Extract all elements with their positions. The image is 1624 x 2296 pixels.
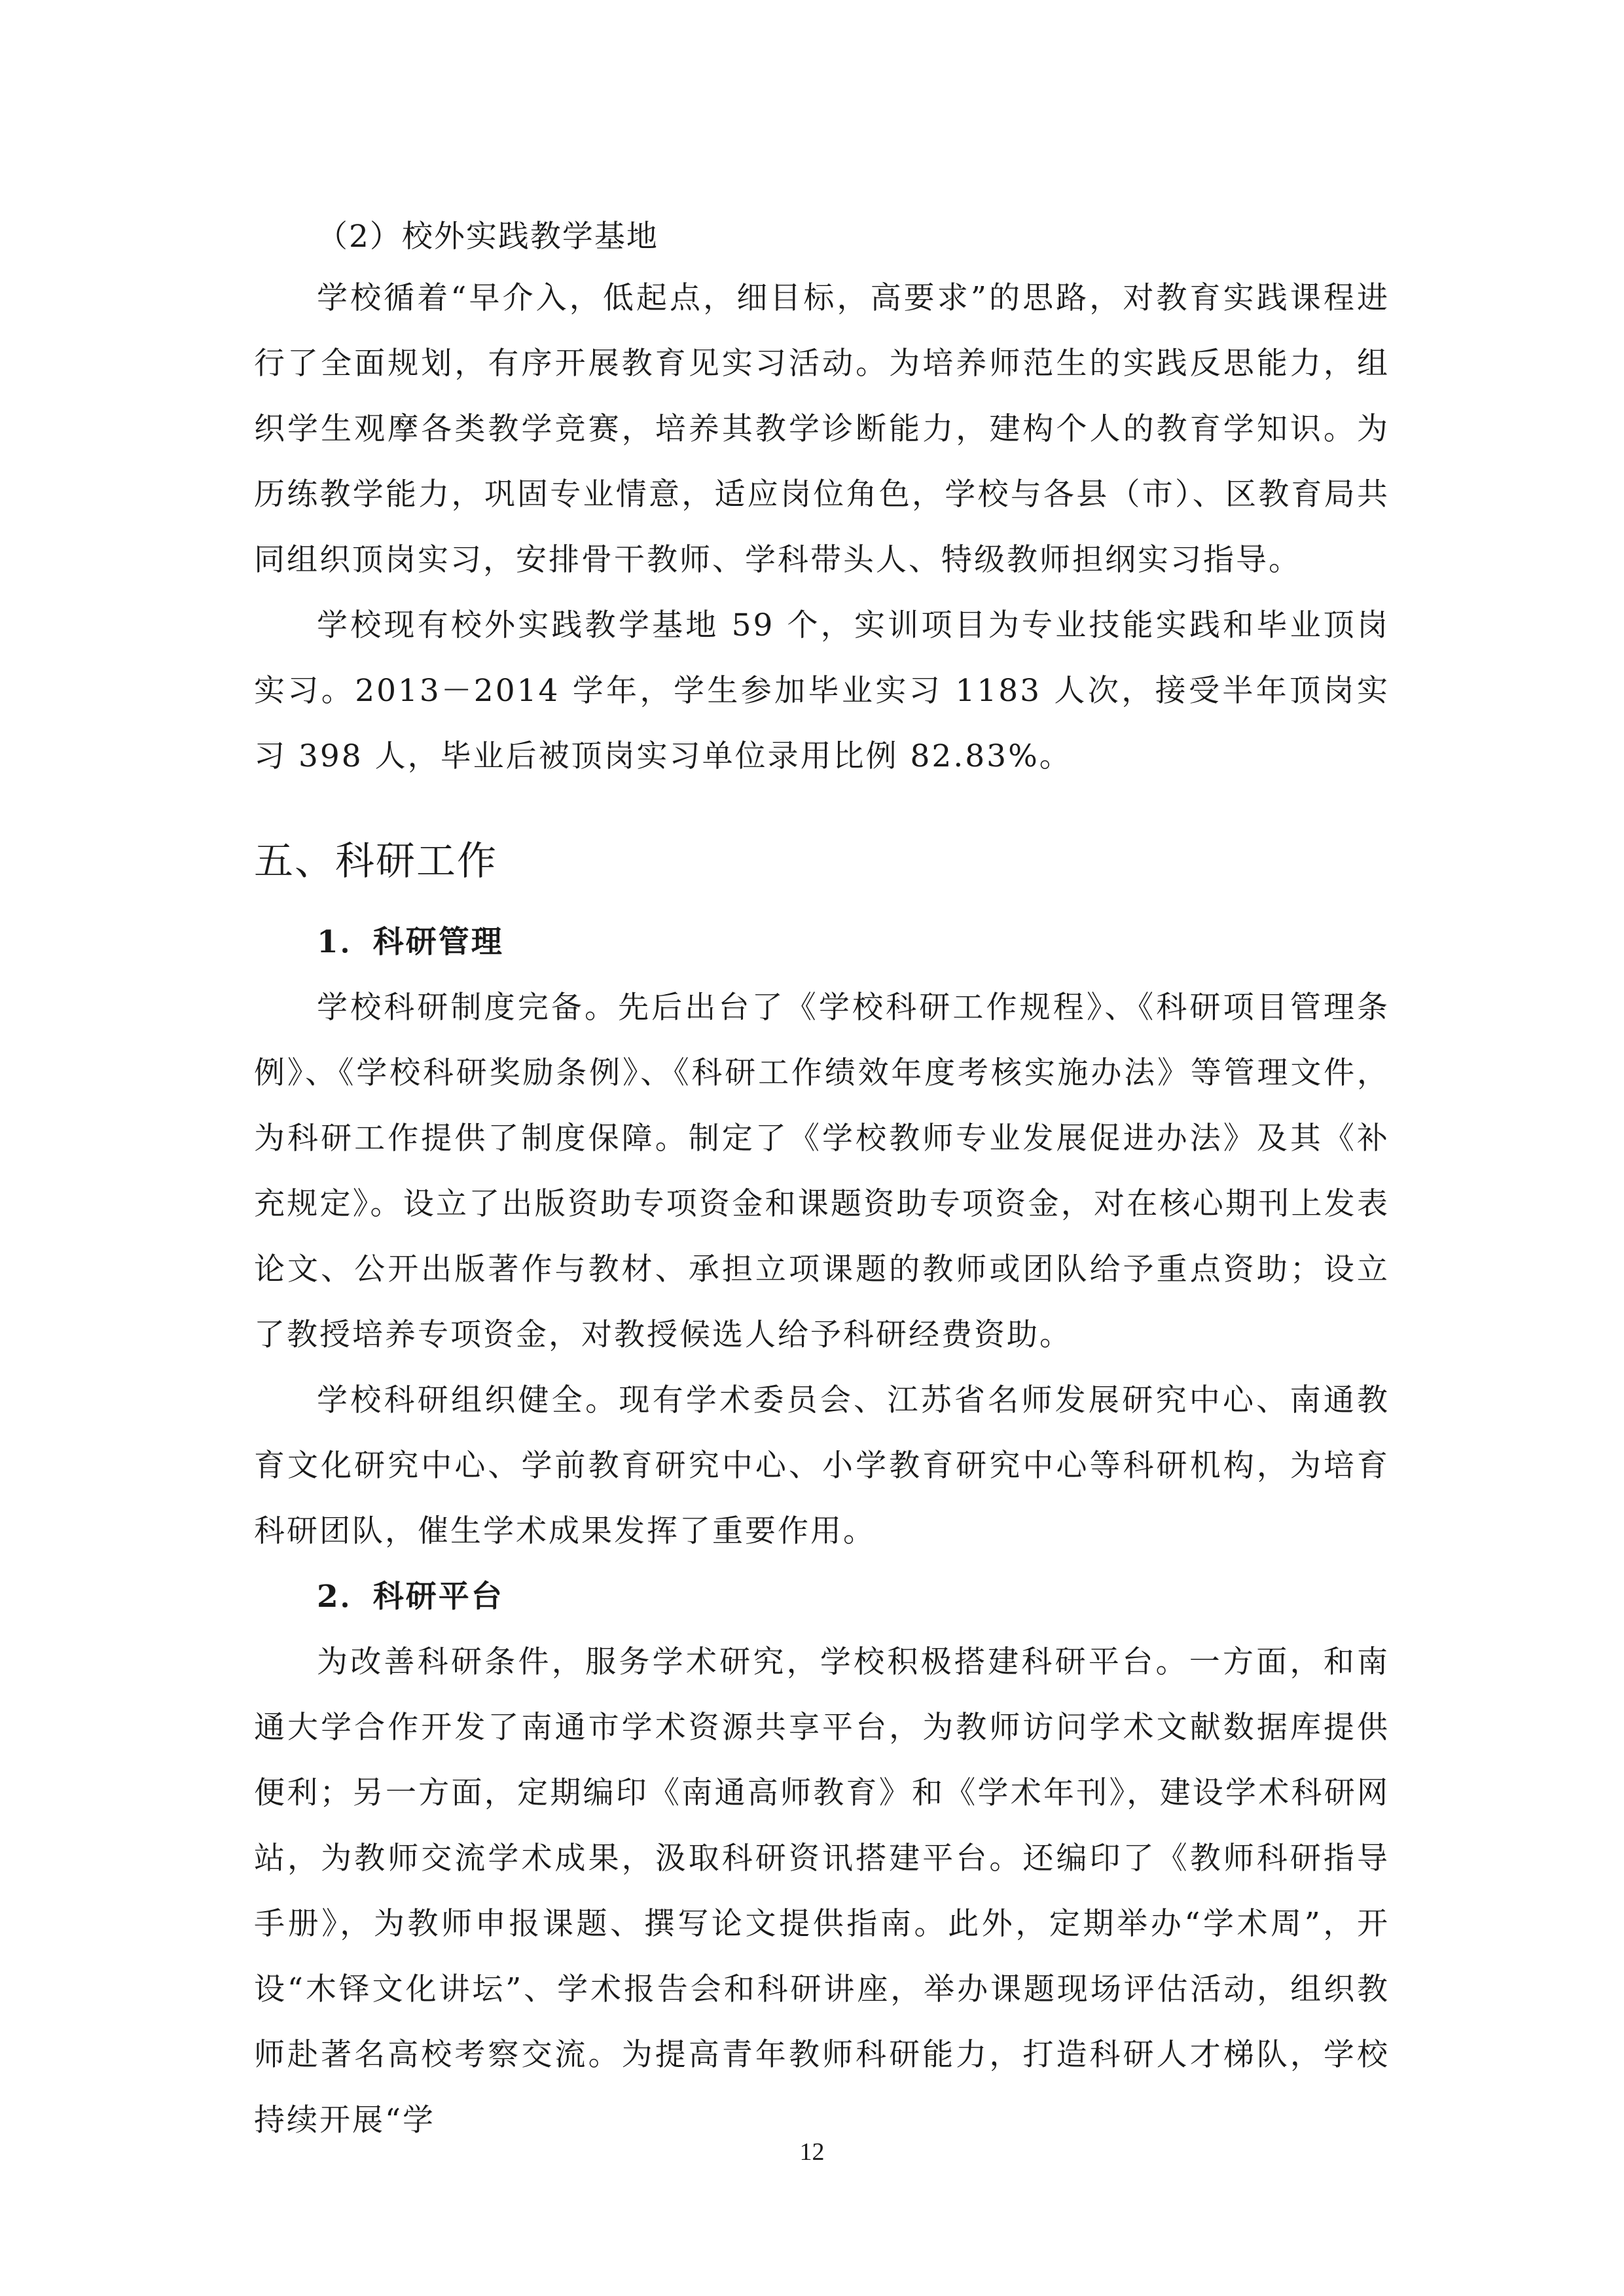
page-number: 12 — [799, 2138, 825, 2166]
paragraph: 学校科研组织健全。现有学术委员会、江苏省名师发展研究中心、南通教育文化研究中心、学前教育研究中心、小学教育研究中心等科研机构，为培育科研团队，催生学术成果发挥了重要作用。 — [254, 1382, 1390, 1549]
part-heading: 1．科研管理 — [317, 924, 504, 960]
paragraph: 为改善科研条件，服务学术研究，学校积极搭建科研平台。一方面，和南通大学合作开发了南通市学术资源共享平台，为教师访问学术文献数据库提供便利；另一方面，定期编印《南通高师教育》和《学术年刊》，建设学术科研网站，为教师交流学术成果，汲取科研资讯搭建平台。还编印了《教师科研指导手册》，为教师申报课题、撰写论文提供指南。此外，定期举办“学术周”，开设“木铎文化讲坛”、学术报告会和科研讲座，举办课题现场评估活动，组织教师赴著名高校考察交流。为提高青年教师科研能力，打造科研人才梯队，学校持续开展“学 — [254, 1644, 1390, 2138]
paragraph: 学校科研制度完备。先后出台了《学校科研工作规程》、《科研项目管理条例》、《学校科研奖励条例》、《科研工作绩效年度考核实施办法》等管理文件，为科研工作提供了制度保障。制定了《学校教师专业发展促进办法》及其《补充规定》。设立了出版资助专项资金和课题资助专项资金，对在核心期刊上发表论文、公开出版著作与教材、承担立项课题的教师或团队给予重点资助；设立了教授培养专项资金，对教授候选人给予科研经费资助。 — [254, 990, 1390, 1353]
page-content — [254, 208, 1390, 2153]
paragraph: 学校循着“早介入，低起点，细目标，高要求”的思路，对教育实践课程进行了全面规划，有序开展教育见实习活动。为培养师范生的实践反思能力，组织学生观摩各类教学竞赛，培养其教学诊断能力，建构个人的教育学知识。为历练教学能力，巩固专业情意，适应岗位角色，学校与各县（市）、区教育局共同组织顶岗实习，安排骨干教师、学科带头人、特级教师担纲实习指导。 — [254, 280, 1390, 578]
part-heading: 2．科研平台 — [317, 1579, 504, 1615]
subsection-heading: （2）校外实践教学基地 — [317, 219, 659, 255]
section-title: 五、科研工作 — [254, 838, 497, 884]
paragraph: 学校现有校外实践教学基地 59 个，实训项目为专业技能实践和毕业顶岗实习。2013－2014 学年，学生参加毕业实习 1183 人次，接受半年顶岗实习 398 人，毕业后被顶岗实习单位录用比例 82.83%。 — [254, 607, 1390, 774]
